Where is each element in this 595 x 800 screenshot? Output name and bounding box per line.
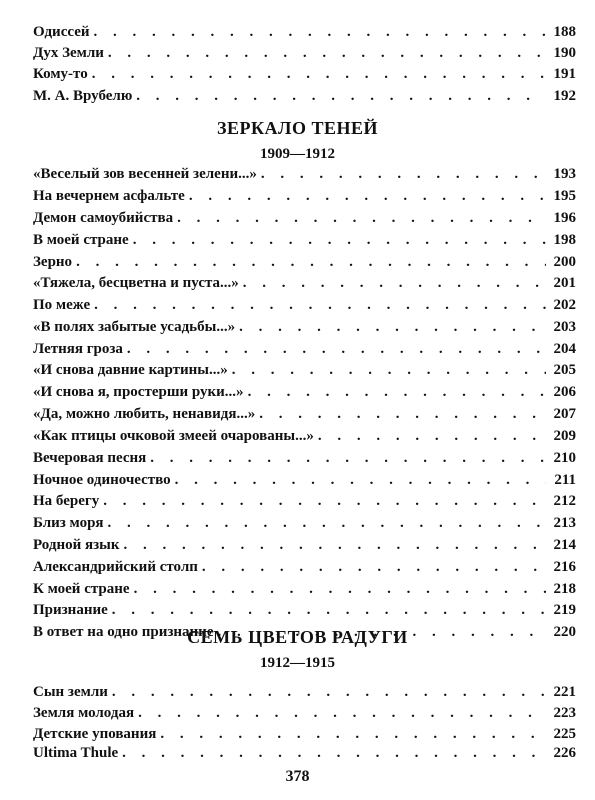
toc-entry bbox=[33, 316, 576, 338]
toc-entry bbox=[33, 185, 576, 207]
toc-entry bbox=[33, 702, 576, 724]
dot-leader bbox=[248, 381, 546, 403]
toc-entry-page: 216 bbox=[553, 559, 576, 575]
toc-entry-title: «Веселый зов весенней зелени...» bbox=[33, 166, 257, 182]
dot-leader bbox=[177, 207, 546, 229]
toc-entry-title: Сын земли bbox=[33, 684, 108, 700]
toc-entry-title: Дух Земли bbox=[33, 45, 104, 61]
toc-entry-title: Александрийский столп bbox=[33, 559, 198, 575]
toc-entry-title: К моей стране bbox=[33, 581, 130, 597]
toc-entry-title: Летняя гроза bbox=[33, 341, 123, 357]
dot-leader bbox=[133, 229, 546, 251]
toc-entry bbox=[33, 229, 576, 251]
toc-entry-title: М. А. Врубелю bbox=[33, 88, 133, 104]
dot-leader bbox=[189, 185, 546, 207]
dot-leader bbox=[318, 425, 546, 447]
toc-entry-page: 205 bbox=[553, 362, 576, 378]
dot-leader bbox=[138, 702, 546, 724]
dot-leader bbox=[261, 163, 546, 185]
toc-entry-page: 210 bbox=[553, 450, 576, 466]
toc-entry-title: Близ моря bbox=[33, 515, 104, 531]
toc-entry-title: «Тяжела, бесцветна и пуста...» bbox=[33, 275, 239, 291]
toc-entry-title: По меже bbox=[33, 297, 91, 313]
toc-entry-page: 213 bbox=[553, 515, 576, 531]
dot-leader bbox=[112, 681, 546, 703]
toc-entry bbox=[33, 272, 576, 294]
toc-entry-title: Ночное одиночество bbox=[33, 472, 171, 488]
toc-entry-title: Ultima Thule bbox=[33, 745, 119, 761]
toc-entry-title: Кому-то bbox=[33, 66, 88, 82]
toc-entry bbox=[33, 681, 576, 703]
dot-leader bbox=[259, 403, 546, 425]
toc-entry-page: 196 bbox=[553, 210, 576, 226]
toc-entry-page: 206 bbox=[553, 384, 576, 400]
toc-entry-title: Зерно bbox=[33, 254, 73, 270]
toc-entry bbox=[33, 207, 576, 229]
toc-entry-page: 225 bbox=[553, 726, 576, 742]
dot-leader bbox=[134, 578, 546, 600]
toc-entry-title: «Как птицы очковой змеей очарованы...» bbox=[33, 428, 314, 444]
dot-leader bbox=[243, 272, 546, 294]
toc-entry-title: В ответ на одно признание bbox=[33, 624, 214, 640]
toc-entry bbox=[33, 381, 576, 403]
toc-entry-title: Вечеровая песня bbox=[33, 450, 147, 466]
toc-entry-title: На берегу bbox=[33, 493, 100, 509]
toc-entry bbox=[33, 42, 576, 64]
toc-entry bbox=[33, 490, 576, 512]
toc-entry-title: Одиссей bbox=[33, 24, 90, 40]
toc-entry bbox=[33, 85, 576, 107]
section-heading: ЗЕРКАЛО ТЕНЕЙ bbox=[217, 118, 378, 138]
toc-entry-page: 211 bbox=[554, 472, 576, 488]
toc-entry bbox=[33, 469, 576, 491]
dot-leader bbox=[123, 534, 546, 556]
toc-entry-page: 188 bbox=[553, 24, 576, 40]
toc-entry-title: Признание bbox=[33, 602, 108, 618]
dot-leader bbox=[150, 447, 546, 469]
toc-entry-page: 204 bbox=[553, 341, 576, 357]
dot-leader bbox=[108, 42, 546, 64]
section-years: 1912—1915 bbox=[260, 655, 335, 671]
section-heading: СЕМЬ ЦВЕТОВ РАДУГИ bbox=[187, 627, 408, 647]
dot-leader bbox=[127, 338, 546, 360]
toc-entry bbox=[33, 21, 576, 43]
toc-entry-page: 207 bbox=[553, 406, 576, 422]
toc-entry-page: 203 bbox=[553, 319, 576, 335]
toc-entry-page: 193 bbox=[553, 166, 576, 182]
dot-leader bbox=[76, 251, 546, 273]
toc-entry bbox=[33, 512, 576, 534]
dot-leader bbox=[92, 63, 546, 85]
dot-leader bbox=[202, 556, 546, 578]
toc-entry-page: 191 bbox=[553, 66, 576, 82]
dot-leader bbox=[108, 512, 546, 534]
toc-entry bbox=[33, 359, 576, 381]
toc-entry bbox=[33, 338, 576, 360]
toc-entry bbox=[33, 425, 576, 447]
toc-entry-title: «И снова я, простерши руки...» bbox=[33, 384, 244, 400]
toc-entry bbox=[33, 294, 576, 316]
toc-entry-page: 195 bbox=[553, 188, 576, 204]
toc-entry-page: 190 bbox=[553, 45, 576, 61]
dot-leader bbox=[94, 294, 546, 316]
toc-entry bbox=[33, 447, 576, 469]
toc-entry-page: 209 bbox=[553, 428, 576, 444]
toc-entry-page: 220 bbox=[553, 624, 576, 640]
toc-entry-title: Родной язык bbox=[33, 537, 120, 553]
toc-entry-title: «И снова давние картины...» bbox=[33, 362, 228, 378]
toc-entry-page: 212 bbox=[553, 493, 576, 509]
toc-entry-page: 214 bbox=[553, 537, 576, 553]
toc-entry-title: «В полях забытые усадьбы...» bbox=[33, 319, 236, 335]
dot-leader bbox=[232, 359, 546, 381]
toc-entry-title: Земля молодая bbox=[33, 705, 135, 721]
toc-entry bbox=[33, 251, 576, 273]
toc-entry-page: 226 bbox=[553, 745, 576, 761]
dot-leader bbox=[136, 85, 546, 107]
dot-leader bbox=[122, 742, 546, 764]
toc-entry-title: Демон самоубийства bbox=[33, 210, 174, 226]
toc-entry-page: 218 bbox=[553, 581, 576, 597]
toc-entry bbox=[33, 534, 576, 556]
page-number: 378 bbox=[285, 768, 310, 785]
toc-entry-title: На вечернем асфальте bbox=[33, 188, 185, 204]
dot-leader bbox=[175, 469, 546, 491]
toc-entry-title: Детские упования bbox=[33, 726, 157, 742]
dot-leader bbox=[94, 21, 547, 43]
toc-entry-page: 202 bbox=[553, 297, 576, 313]
toc-entry-page: 200 bbox=[553, 254, 576, 270]
section-years: 1909—1912 bbox=[260, 146, 335, 162]
toc-entry-title: «Да, можно любить, ненавидя...» bbox=[33, 406, 256, 422]
toc-entry bbox=[33, 599, 576, 621]
toc-entry bbox=[33, 63, 576, 85]
dot-leader bbox=[103, 490, 546, 512]
toc-entry-page: 192 bbox=[553, 88, 576, 104]
toc-entry-page: 201 bbox=[553, 275, 576, 291]
toc-entry-page: 223 bbox=[553, 705, 576, 721]
toc-entry-title: В моей стране bbox=[33, 232, 129, 248]
toc-entry-page: 219 bbox=[553, 602, 576, 618]
dot-leader bbox=[112, 599, 546, 621]
toc-entry-page: 198 bbox=[553, 232, 576, 248]
dot-leader bbox=[239, 316, 546, 338]
toc-entry bbox=[33, 403, 576, 425]
toc-entry bbox=[33, 556, 576, 578]
toc-entry bbox=[33, 742, 576, 764]
toc-entry-page: 221 bbox=[553, 684, 576, 700]
toc-entry bbox=[33, 163, 576, 185]
toc-entry bbox=[33, 578, 576, 600]
